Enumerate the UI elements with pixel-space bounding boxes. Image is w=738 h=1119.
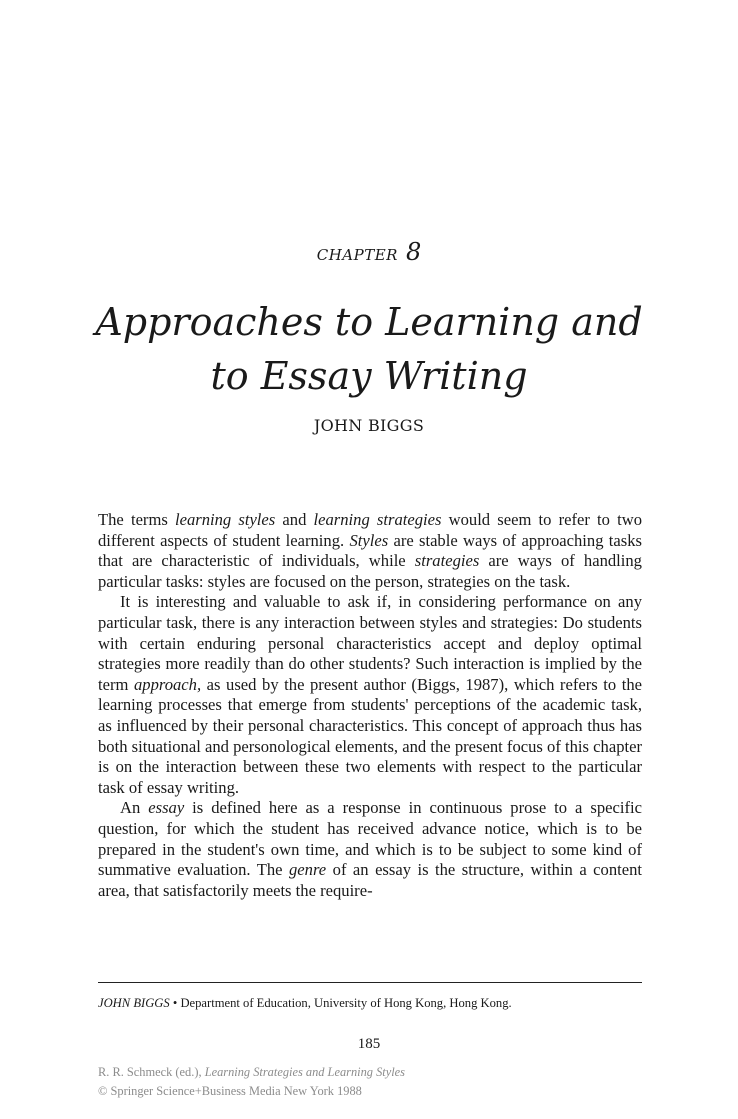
chapter-heading: [0, 238, 738, 266]
copyright-line-1: [98, 1063, 405, 1082]
footnote-affiliation: Department of Education, University of Hong Kong, Hong Kong.: [180, 996, 512, 1010]
chapter-number: 8: [405, 238, 422, 266]
p3-italic-essay: essay: [148, 798, 185, 818]
p1-text-5: are ways of handling particular tasks: styles are focused on the person, strategies on the task.: [98, 551, 642, 591]
copyright-line-2: © Springer Science+Business Media New York 1988: [98, 1084, 362, 1098]
p3-italic-genre: genre: [289, 860, 327, 880]
p2-italic-approach: approach,: [133, 674, 202, 694]
copyright-notice: [98, 1063, 405, 1101]
p1-italic-learning-strategies: learning strategies: [313, 510, 442, 529]
paragraph-3: [98, 798, 642, 901]
copyright-editor: R. R. Schmeck (ed.),: [98, 1065, 205, 1079]
p1-italic-strategies: strategies: [414, 551, 480, 571]
chapter-author: JOHN BIGGS: [313, 416, 425, 435]
p1-italic-styles: Styles: [349, 530, 389, 550]
chapter-title: [60, 295, 678, 403]
p2-text-1: It is interesting and valuable to ask if, in considering performance on any particular task, there is any interaction between styles and strategies: Do students with certain enduring personal characteristics accept and deploy optimal strategies more readily than do other students? Such interaction is implied by the term: [98, 592, 642, 694]
chapter-title-line-2: to Essay Writing: [210, 354, 528, 398]
author-footnote: [98, 996, 658, 1011]
p1-text-2: and: [275, 510, 314, 529]
p2-text-2: as used by the present author (Biggs, 1987), which refers to the learning processes that emerge from students' perceptions of the academic task, as influenced by their personal characteristics. This concept of approach thus has both situational and personological elements, and the present focus of this chapter is on the interaction between these two elements with respect to the particular task of essay writing.: [98, 674, 642, 797]
page-number: 185: [357, 1036, 381, 1052]
footnote-author-name: JOHN BIGGS: [98, 996, 170, 1010]
chapter-label: CHAPTER: [316, 246, 398, 264]
p1-text-1: The terms: [98, 510, 175, 529]
footnote-divider: [98, 982, 642, 983]
p1-italic-learning-styles: learning styles: [174, 510, 276, 529]
copyright-book-title: Learning Strategies and Learning Styles: [204, 1065, 405, 1079]
footnote-bullet: •: [172, 996, 178, 1010]
p3-text-3: of an essay is the structure, within a content area, that satisfactorily meets the require-: [98, 860, 642, 900]
paragraph-2: [98, 592, 642, 798]
chapter-title-line-1: Approaches to Learning and: [95, 300, 643, 344]
p1-text-4: are stable ways of approaching tasks that are characteristic of individuals, while: [98, 530, 642, 571]
p3-text-2: is defined here as a response in continuous prose to a specific question, for which the student has received advance notice, which is to be prepared in the student's own time, and which is to be subject to some kind of summative evaluation. The: [98, 798, 642, 880]
body-text: [98, 510, 642, 901]
p3-text-1: An: [120, 798, 149, 818]
paragraph-1: [98, 510, 642, 592]
p1-text-3: would seem to refer to two different aspects of student learning.: [98, 510, 642, 550]
